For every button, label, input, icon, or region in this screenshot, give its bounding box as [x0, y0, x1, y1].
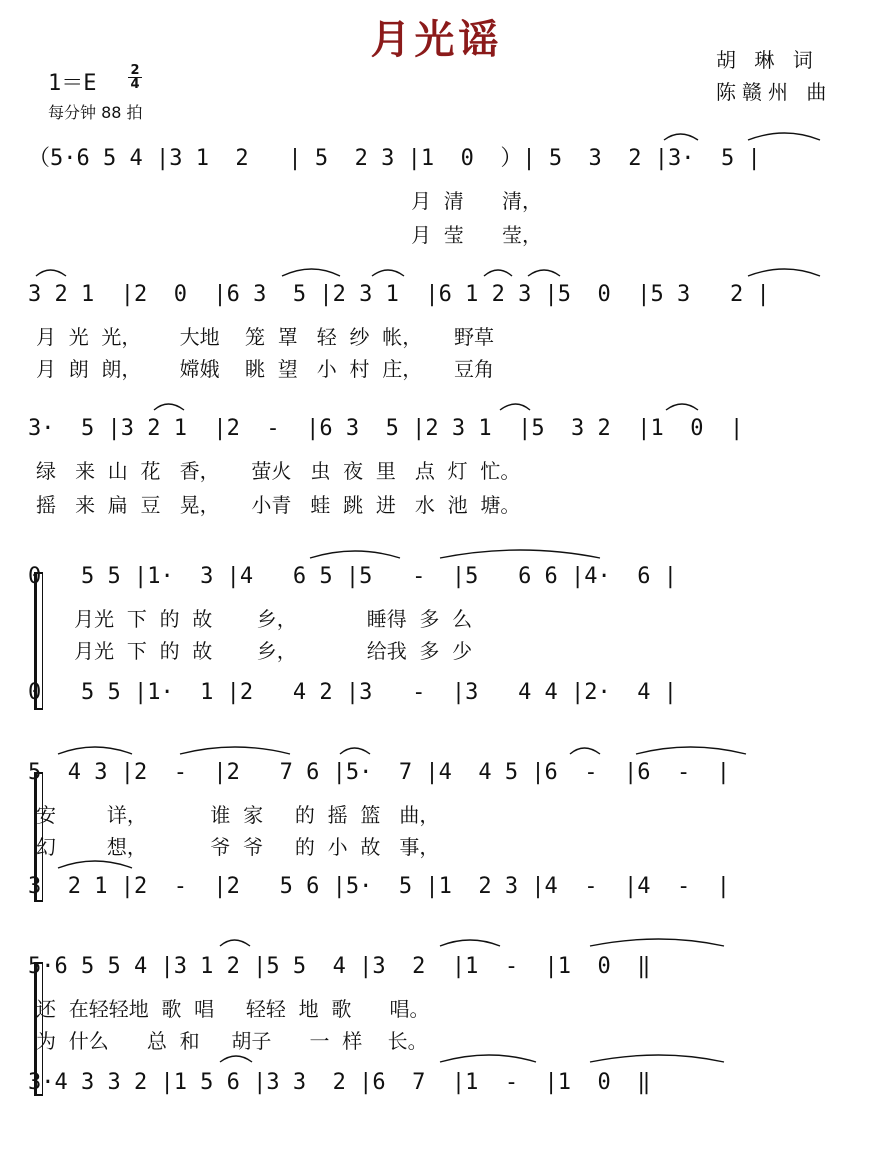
slur: [590, 939, 724, 946]
slur: [664, 134, 698, 140]
slur: [484, 270, 512, 276]
slur: [440, 940, 500, 946]
notation-row-2: 3 2 1 |2 0 |6 3 5 |2 3 1 |6 1 2 3 |5 0 |5 3 2 |: [28, 282, 770, 307]
slur: [440, 1055, 536, 1062]
lyrics-row-2-verse-2: 月 朗 朗， 嫦娥 眺 望 小 村 庄， 豆角: [36, 357, 495, 381]
slur: [220, 940, 250, 946]
lyrics-row-5-verse-2: 幻 想， 爷 爷 的 小 故 事，: [36, 835, 440, 859]
notation-row-6-upper: 5·6 5 5 4 |3 1 2 |5 5 4 |3 2 |1 - |1 0 ‖: [28, 954, 651, 979]
slur: [180, 747, 290, 754]
slur: [372, 270, 404, 276]
lyrics-row-6-verse-1: 还 在轻轻地 歌 唱 轻轻 地 歌 唱。: [36, 997, 430, 1021]
slur: [570, 748, 600, 754]
notation-row-4-lower: 0 5 5 |1· 1 |2 4 2 |3 - |3 4 4 |2· 4 |: [28, 680, 678, 705]
time-signature: [128, 64, 142, 91]
slur: [748, 133, 820, 140]
notation-row-6-lower: 3·4 3 3 2 |1 5 6 |3 3 2 |6 7 |1 - |1 0 ‖: [28, 1070, 651, 1095]
lyrics-row-4-verse-2: 月光 下 的 故 乡， 给我 多 少: [36, 639, 473, 663]
slur: [154, 404, 184, 410]
notation-row-1: （5·6 5 4 |3 1 2 | 5 2 3 |1 0 ）| 5 3 2 |3· 5 |: [28, 146, 761, 171]
lyrics-row-5-verse-1: 安 详， 谁 家 的 摇 篮 曲，: [36, 803, 440, 827]
slur: [528, 270, 560, 276]
notation-row-4-upper: 0 5 5 |1· 3 |4 6 5 |5 - |5 6 6 |4· 6 |: [28, 564, 678, 589]
notation-row-3: 3· 5 |3 2 1 |2 - |6 3 5 |2 3 1 |5 3 2 |1 0 |: [28, 416, 744, 441]
slur: [666, 404, 698, 410]
notation-row-5-lower: 3 2 1 |2 - |2 5 6 |5· 5 |1 2 3 |4 - |4 - |: [28, 874, 730, 899]
song-title: 月光谣: [370, 16, 503, 63]
slur: [220, 1056, 252, 1062]
time-signature-bottom: 4: [130, 77, 140, 92]
lyrics-row-4-verse-1: 月光 下 的 故 乡， 睡得 多 么: [36, 607, 473, 631]
slur: [340, 748, 370, 754]
lyrics-row-2-verse-1: 月 光 光， 大地 笼 罩 轻 纱 帐， 野草: [36, 325, 495, 349]
lyrics-row-1-verse-2: 月 莹 莹，: [36, 223, 542, 247]
slur: [748, 269, 820, 276]
slur: [310, 551, 400, 558]
lyrics-row-3-verse-1: 绿 来 山 花 香， 萤火 虫 夜 里 点 灯 忙。: [36, 459, 521, 483]
slur: [282, 269, 340, 276]
slur: [36, 270, 66, 276]
slur: [440, 550, 600, 558]
lyrics-row-3-verse-2: 摇 来 扁 豆 晃， 小青 蛙 跳 进 水 池 塘。: [36, 493, 521, 517]
tempo-marking: 每分钟 88 拍: [48, 103, 143, 122]
slur: [590, 1055, 724, 1062]
key-signature: 1＝E: [48, 71, 97, 96]
composer-credit: 陈赣州 曲: [716, 80, 833, 104]
slur: [636, 747, 746, 754]
notation-row-5-upper: 5 4 3 |2 - |2 7 6 |5· 7 |4 4 5 |6 - |6 - |: [28, 760, 730, 785]
time-signature-top: 2: [130, 63, 140, 78]
lyrics-row-1-verse-1: 月 清 清，: [36, 189, 542, 213]
slur: [500, 404, 530, 410]
slur: [58, 747, 132, 754]
slur: [58, 861, 132, 868]
lyrics-row-6-verse-2: 为 什么 总 和 胡子 一 样 长。: [36, 1029, 428, 1053]
lyricist-credit: 胡 琳 词: [716, 48, 819, 72]
